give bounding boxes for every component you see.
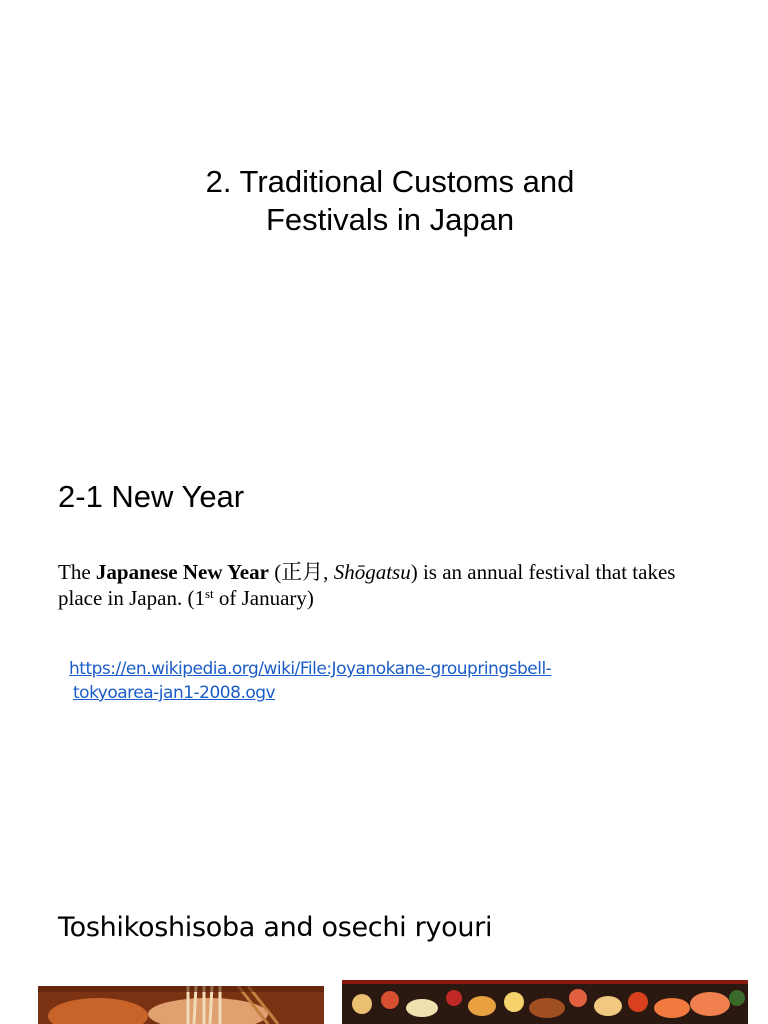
link-line-2: tokyoarea-jan1-2008.ogv [73,683,276,703]
intro-kanji: (正月, [268,560,334,584]
slide-title [120,163,660,239]
wikipedia-video-link[interactable] [69,657,669,705]
intro-romaji: Shōgatsu [333,560,411,584]
osechi-ryouri-photo [342,980,748,1024]
food-heading: Toshikoshisoba and osechi ryouri [58,912,493,943]
toshikoshisoba-photo [38,986,324,1024]
intro-ordinal-suffix: st [204,586,214,601]
new-year-intro [58,559,718,611]
slide-title-line-2: Festivals in Japan [265,202,515,237]
section-heading-new-year: 2-1 New Year [58,479,245,514]
link-line-1: https://en.wikipedia.org/wiki/File:Joyanokane-groupringsbell- [69,659,552,679]
intro-end: of January) [213,586,314,610]
intro-rest: ) is an annual festival that takes place in Japan. (1 [58,560,676,610]
soba-photo-art [38,986,324,1024]
intro-bold-term: Japanese New Year [95,560,269,584]
intro-the: The [58,560,96,584]
slide-title-line-1: 2. Traditional Customs and [205,164,575,199]
osechi-photo-art [342,980,748,1024]
